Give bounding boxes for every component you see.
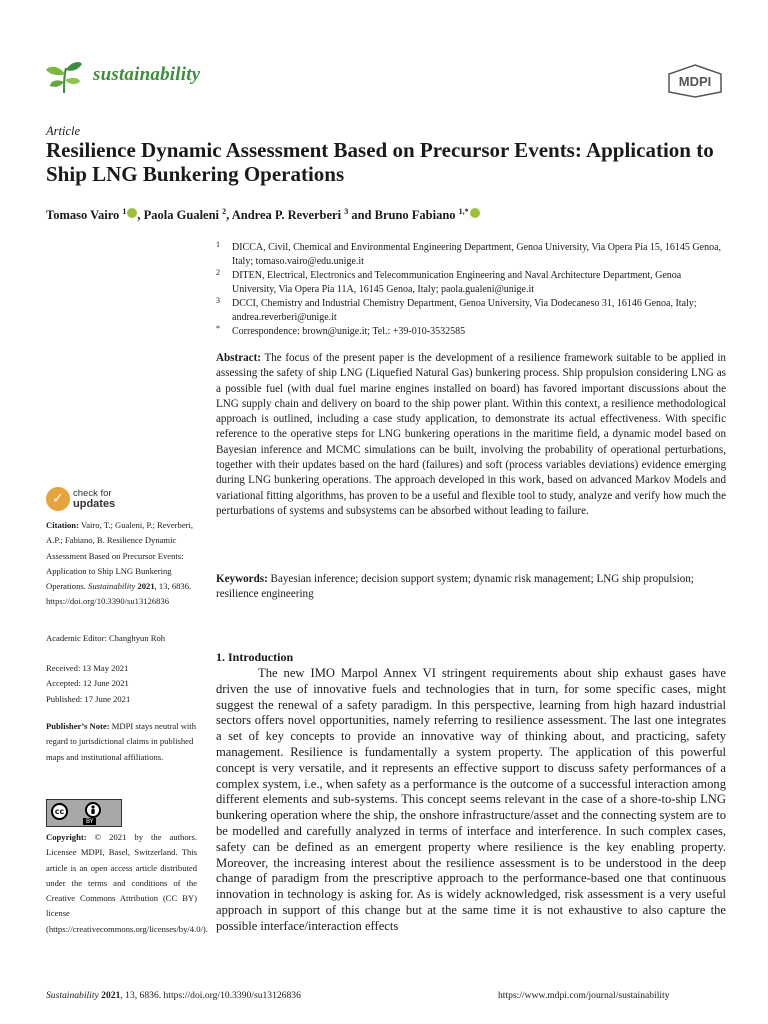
publication-dates [46,661,130,707]
attribution-person-icon [85,802,101,818]
article-type: Article [46,124,81,138]
author-affiliation-ref: 1 [122,207,127,216]
accepted-date: Accepted: 12 June 2021 [46,678,129,689]
received-date: Received: 13 May 2021 [46,663,129,673]
footer-citation: Sustainability 2021, 13, 6836. https://doi.org/10.3390/su13126836 [46,990,301,1001]
author-name: Bruno Fabiano [374,208,456,223]
publisher-note: Publisher’s Note: MDPI stays neutral with regard to jurisdictional claims in published maps and institutional affiliations. [46,721,196,762]
keywords-label: Keywords: [216,573,268,585]
by-label: BY [83,818,96,825]
citation: Citation: Vairo, T.; Gualeni, P.; Reverberi, A.P.; Fabiano, B. Resilience Dynamic Assessment Based on Precursor Events: Application to Ship LNG Bunkering Operations. Sustainability 2021, 13, 6836. https://doi.org/10.3390/su13126836 [46,520,194,607]
abstract-text: The focus of the present paper is the development of a resilience framework suitable to be applied in assessing the safety of ship LNG (Liquefied Natural Gas) bunkering process. Ship propulsion considering LNG as a possible fuel (with dual fuel marine engines installed on board) has favored important discussions about the LNG supply chain and delivery on board to the ship power plant. Within this context, a resilience methodological approach is outlined, including a case study application, to demonstrate its actual effectiveness. With specific reference to the operative steps for LNG bunkering operations in the maritime field, a dynamic model based on Bayesian inference and MCMC simulations can be built, involving the probability of operational perturbations, together with their updates based on the hard (failures) and soft (process variables deviations) evidence emerging during LNG bunkering operations. The approach developed in this work, based on advanced Markov Models and variational fitting algorithms, has proven to be a useful and flexible tool to study, analyze and verify how much the perturbations of systems and subsystems can be absorbed without leading to failure. [216,352,726,517]
body-paragraph: The new IMO Marpol Annex VI stringent requirements about ship exhaust gases have driven the use of innovative fuels and technologies that in turn, for some specific cases, might suggest the renewal of a safety paradigm. In this perspective, learning from high hazard industrial sectors offers novel opportunities, namely referring to resilience assessment. The last one integrates a set of key concepts to provide an innovative way of thinking about, and practicing, safety management. Resilience is fundamentally a system property. The application of this powerful concept is very versatile, and it represents an effective support to discuss safety performances of a complex system, i.e., when safety as a performance is the outcome of a successful interaction among different elements and sub-systems. This concept seems relevant in the case of a shore-to-ship LNG bunkering operation where the ship, the onshore infrastructure/asset and the connecting system are to be modelled and carefully analyzed in terms of interface and interference. In such complex cases, safety can be defined as an emergent property where resilience is the key enabling property. Moreover, the increasing interest about the resilience assessment is to be understood in the deep change of paradigm from the prescriptive approach to the performance-based one that continuous innovation in technology is asking for. As is widely acknowledged, risk assessment is a very useful approach in support of this change but at the same time it is not exhaustive to also capture the possible interface/interaction effects [216,666,726,933]
orcid-icon[interactable] [127,208,137,218]
academic-editor: Academic Editor: Changhyun Roh [46,633,166,643]
keywords-text: Bayesian inference; decision support system; dynamic risk management; LNG ship propulsion; resilience engineering [216,573,694,601]
article-title: Resilience Dynamic Assessment Based on Precursor Events: Application to Ship LNG Bunkering Operations [46,138,714,186]
correspondence: * Correspondence: brown@unige.it; Tel.: +39-010-3532585 [216,324,466,337]
author-list: Tomaso Vairo $^1$ , Paola Gualeni $^2$, Andrea P. Reverberi $^3$ and Bruno Fabiano $^{1,*}$ [46,207,480,223]
affiliation-item: 2 DITEN, Electrical, Electronics and Telecommunication Engineering and Naval Architecture Department, Genoa University, Via Opera Pia 11A, 16145 Genoa, Italy; paola.gualeni@unige.it [216,268,682,295]
orcid-icon[interactable] [470,208,480,218]
affiliation-item: 1 DICCA, Civil, Chemical and Environmental Engineering Department, Genoa University, Via Opera Pia 15, 16145 Genoa, Italy; tomaso.vairo@edu.unige.it [216,240,722,267]
author-name: Tomaso Vairo [46,208,120,223]
author-affiliation-ref: 1,* [458,207,469,216]
journal-name: sustainability [93,64,201,85]
cc-by-license-icon[interactable] [46,799,122,827]
section-heading: 1. Introduction [216,650,294,664]
keywords [216,572,726,603]
abstract [216,351,726,519]
affiliation-item: 3 DCCI, Chemistry and Industrial Chemistry Department, Genoa University, Via Dodecaneso 31, 16146 Genoa, Italy; andrea.reverberi@unige.it [216,296,697,323]
copyright: Copyright: © 2021 by the authors. Licensee MDPI, Basel, Switzerland. This article is an open access article distributed under the terms and conditions of the Creative Commons Attribution (CC BY) license (https://creativecommons.org/licenses/by/4.0/). [46,832,208,934]
published-date: Published: 17 June 2021 [46,693,131,704]
affiliations [216,241,726,339]
cc-icon: cc [51,803,68,820]
author-affiliation-ref: 2 [222,207,227,216]
check-updates-icon: ✓ [46,487,70,511]
footer-journal-url[interactable]: https://www.mdpi.com/journal/sustainability [498,990,670,1001]
author-name: Andrea P. Reverberi [231,208,342,223]
check-for-updates-button[interactable]: ✓ check for updates [46,487,156,515]
author-name: Paola Gualeni [143,208,220,223]
author-affiliation-ref: 3 [344,207,349,216]
svg-text:MDPI: MDPI [678,74,712,89]
mdpi-logo [667,64,723,98]
abstract-label: Abstract: [216,352,261,364]
plant-leaf-icon [44,60,84,94]
